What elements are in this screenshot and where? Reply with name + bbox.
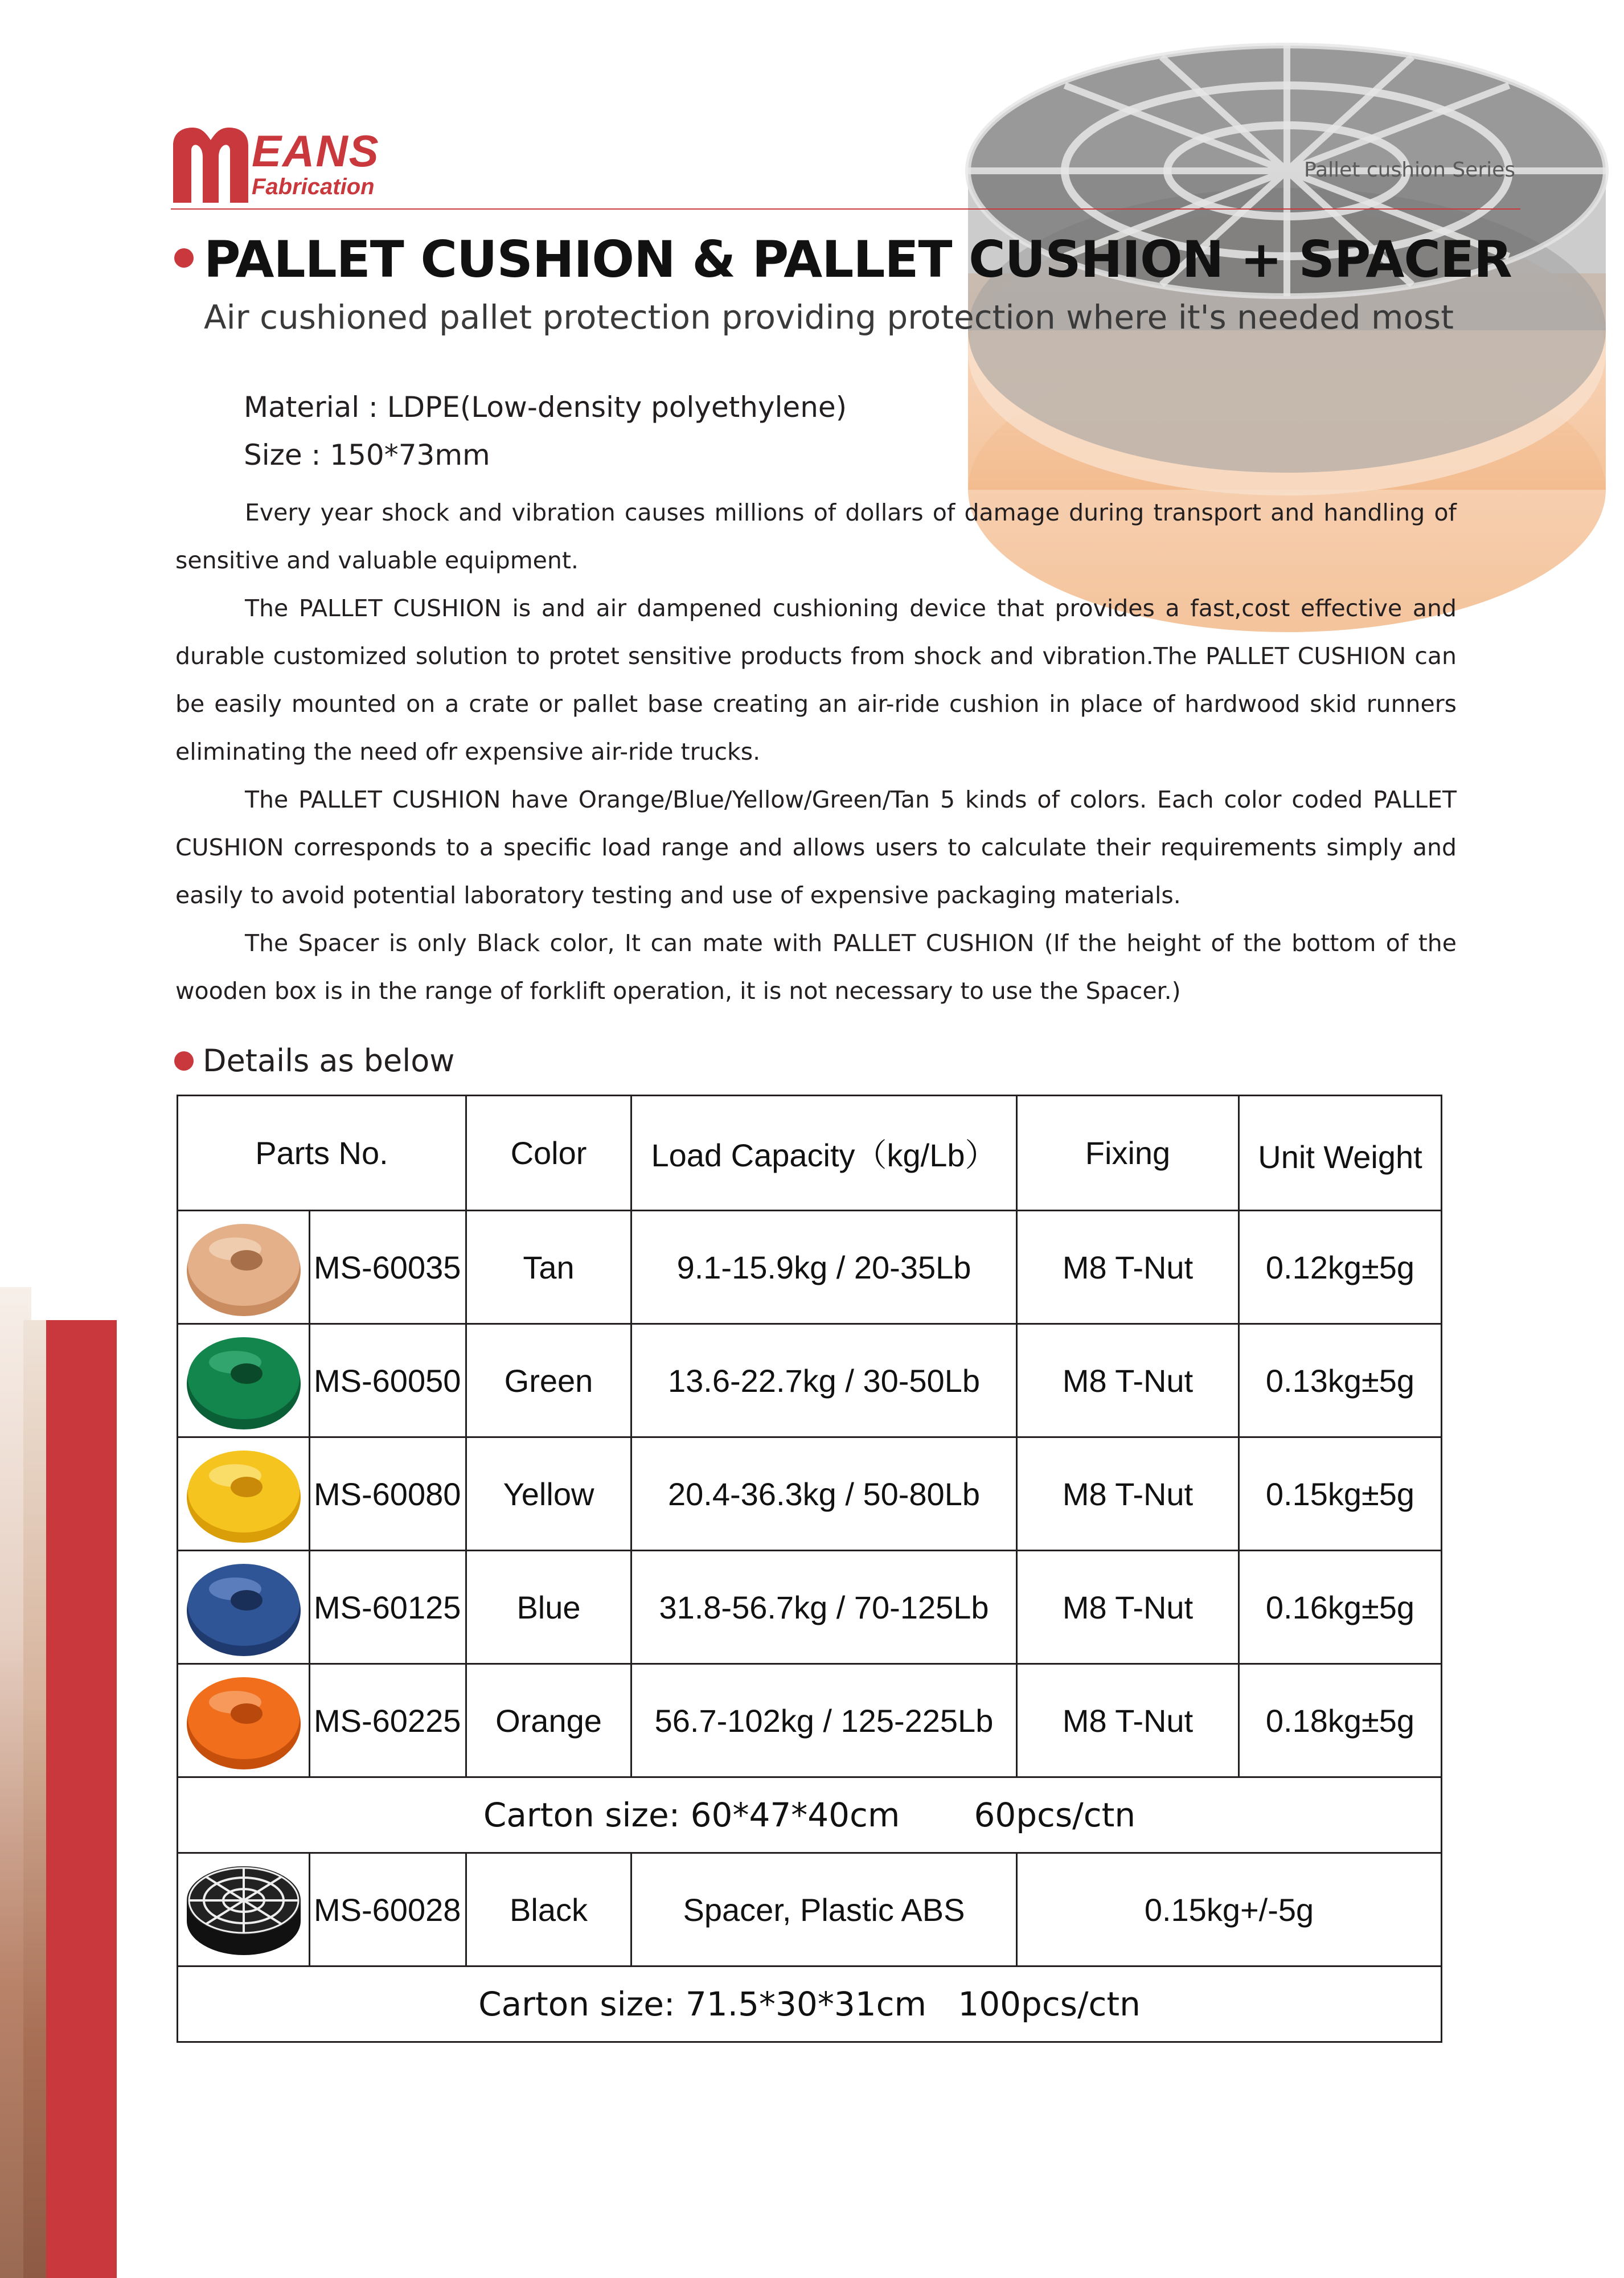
carton-row <box>178 1777 1442 1853</box>
table-row <box>178 1324 1442 1437</box>
orange-cushion-icon <box>184 1669 304 1772</box>
page-title: PALLET CUSHION & PALLET CUSHION + SPACER <box>204 230 1512 289</box>
fixing: M8 T-Nut <box>1017 1437 1239 1551</box>
carton-info-cushion <box>178 1777 1442 1853</box>
details-bullet-icon <box>174 1051 194 1071</box>
unit-weight: 0.15kg+/-5g <box>1017 1853 1442 1966</box>
table-row <box>178 1664 1442 1777</box>
product-image-cell <box>178 1664 310 1777</box>
carton-quantity: 60pcs/ctn <box>974 1796 1136 1834</box>
table-row <box>178 1211 1442 1324</box>
fixing: M8 T-Nut <box>1017 1551 1239 1664</box>
unit-weight: 0.13kg±5g <box>1239 1324 1442 1437</box>
spacer-description: Spacer, Plastic ABS <box>631 1853 1017 1966</box>
color-name: Blue <box>466 1551 631 1664</box>
series-label: Pallet cushion Series <box>1304 158 1516 182</box>
logo-subtitle: Fabrication <box>252 174 375 199</box>
load-capacity: 20.4-36.3kg / 50-80Lb <box>631 1437 1017 1551</box>
left-red-strip <box>23 1320 117 2278</box>
color-name: Green <box>466 1324 631 1437</box>
product-spec-table <box>177 1095 1442 2043</box>
black-spacer-icon <box>184 1858 304 1961</box>
part-number: MS-60125 <box>310 1551 466 1664</box>
header-color: Color <box>466 1096 631 1211</box>
product-image-cell <box>178 1324 310 1437</box>
color-name: Yellow <box>466 1437 631 1551</box>
part-number: MS-60080 <box>310 1437 466 1551</box>
header-fixing: Fixing <box>1017 1096 1239 1211</box>
table-row <box>178 1437 1442 1551</box>
header-divider <box>171 208 1520 210</box>
unit-weight: 0.18kg±5g <box>1239 1664 1442 1777</box>
green-cushion-icon <box>184 1329 304 1432</box>
part-number: MS-60028 <box>310 1853 466 1966</box>
table-row <box>178 1551 1442 1664</box>
product-image-cell <box>178 1437 310 1551</box>
page-subtitle: Air cushioned pallet protection providing protection where it's needed most <box>204 298 1454 337</box>
part-number: MS-60225 <box>310 1664 466 1777</box>
details-heading: Details as below <box>203 1043 455 1079</box>
part-number: MS-60035 <box>310 1211 466 1324</box>
unit-weight: 0.16kg±5g <box>1239 1551 1442 1664</box>
yellow-cushion-icon <box>184 1443 304 1545</box>
carton-row <box>178 1966 1442 2042</box>
carton-info-spacer: Carton size: 71.5*30*31cm 100pcs/ctn <box>178 1966 1442 2042</box>
logo-wordmark: EANS <box>252 126 380 176</box>
description <box>175 489 1457 1015</box>
title-bullet-icon <box>174 248 194 268</box>
fixing: M8 T-Nut <box>1017 1211 1239 1324</box>
material-spec: Material : LDPE(Low-density polyethylene) <box>244 391 847 424</box>
fixing: M8 T-Nut <box>1017 1664 1239 1777</box>
paragraph: Every year shock and vibration causes millions of dollars of damage during transport and handling of sensitive and valuable equipment. <box>175 499 1457 574</box>
size-spec: Size : 150*73mm <box>244 439 490 472</box>
color-name: Black <box>466 1853 631 1966</box>
unit-weight: 0.15kg±5g <box>1239 1437 1442 1551</box>
blue-cushion-icon <box>184 1556 304 1658</box>
paragraph: The PALLET CUSHION have Orange/Blue/Yellow/Green/Tan 5 kinds of colors. Each color coded PALLET CUSHION corresponds to a specific load range and allows users to calculate their requirements simply and easily to avoid potential laboratory testing and use of expensive packaging materials. <box>175 786 1457 909</box>
means-fabrication-logo <box>171 125 387 205</box>
color-name: Orange <box>466 1664 631 1777</box>
table-row <box>178 1853 1442 1966</box>
load-capacity: 9.1-15.9kg / 20-35Lb <box>631 1211 1017 1324</box>
color-name: Tan <box>466 1211 631 1324</box>
product-image-cell <box>178 1853 310 1966</box>
part-number: MS-60050 <box>310 1324 466 1437</box>
logo-m-mark <box>171 125 251 205</box>
header-unit-weight: Unit Weight <box>1239 1096 1442 1211</box>
product-image-cell <box>178 1211 310 1324</box>
fixing: M8 T-Nut <box>1017 1324 1239 1437</box>
unit-weight: 0.12kg±5g <box>1239 1211 1442 1324</box>
tan-cushion-icon <box>184 1216 304 1318</box>
paragraph: The Spacer is only Black color, It can mate with PALLET CUSHION (If the height of the bottom of the wooden box is in the range of forklift operation, it is not necessary to use the Spacer.) <box>175 929 1457 1005</box>
paragraph: The PALLET CUSHION is and air dampened cushioning device that provides a fast,cost effective and durable customized solution to protet sensitive products from shock and vibration.The PALLET CUSHION can be easily mounted on a crate or pallet base creating an air-ride cushion in place of hardwood skid runners eliminating the need ofr expensive air-ride trucks. <box>175 595 1457 765</box>
load-capacity: 56.7-102kg / 125-225Lb <box>631 1664 1017 1777</box>
header-parts-no: Parts No. <box>178 1096 466 1211</box>
carton-size: Carton size: 60*47*40cm <box>483 1796 900 1834</box>
header-load-capacity: Load Capacity（kg/Lb） <box>631 1096 1017 1211</box>
load-capacity: 31.8-56.7kg / 70-125Lb <box>631 1551 1017 1664</box>
load-capacity: 13.6-22.7kg / 30-50Lb <box>631 1324 1017 1437</box>
table-header-row <box>178 1096 1442 1211</box>
product-image-cell <box>178 1551 310 1664</box>
